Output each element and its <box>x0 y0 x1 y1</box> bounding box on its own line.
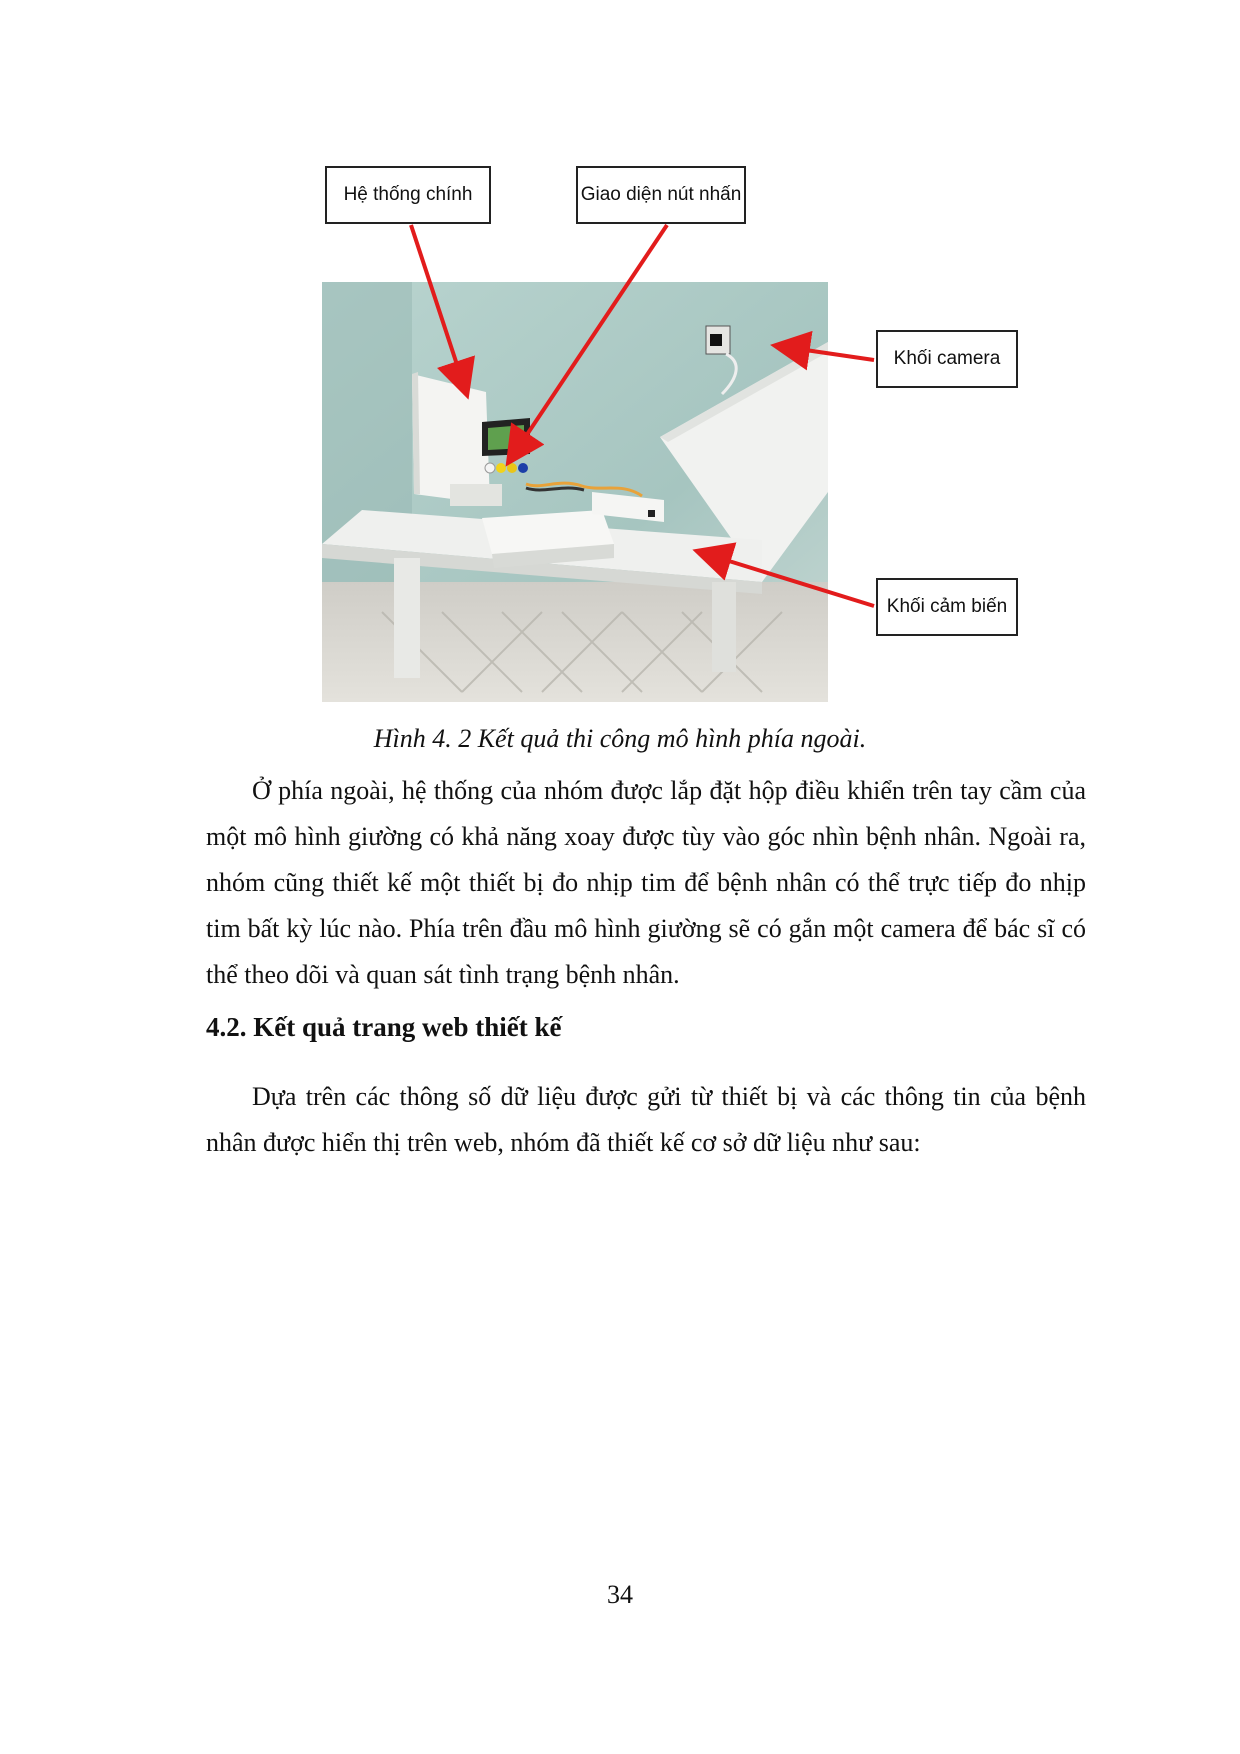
paragraph-2-text: Dựa trên các thông số dữ liệu được gửi từ thiết bị và các thông tin của bệnh nhân được hiển thị trên web, nhóm đã thiết kế cơ sở dữ liệu như sau: <box>206 1082 1086 1157</box>
figure-caption: Hình 4. 2 Kết quả thi công mô hình phía ngoài. <box>373 724 867 753</box>
callout-sensor-block: Khối cảm biến <box>876 578 1018 636</box>
paragraph-2 <box>206 1074 1086 1166</box>
paragraph-1 <box>206 768 1086 998</box>
paragraph-1-text: Ở phía ngoài, hệ thống của nhóm được lắp đặt hộp điều khiển trên tay cầm của một mô hình giường có khả năng xoay được tùy vào góc nhìn bệnh nhân. Ngoài ra, nhóm cũng thiết kế một thiết bị đo nhịp tim để bệnh nhân có thể trực tiếp đo nhịp tim bất kỳ lúc nào. Phía trên đầu mô hình giường sẽ có gắn một camera để bác sĩ có thể theo dõi và quan sát tình trạng bệnh nhân. <box>206 776 1086 989</box>
page-number: 34 <box>607 1580 633 1609</box>
section-heading: 4.2. Kết quả trang web thiết kế <box>206 1012 562 1042</box>
callout-camera-block: Khối camera <box>876 330 1018 388</box>
callout-main-system: Hệ thống chính <box>325 166 491 224</box>
figure <box>0 0 1240 720</box>
callout-button-ui: Giao diện nút nhấn <box>576 166 746 224</box>
model-photo <box>322 282 828 702</box>
